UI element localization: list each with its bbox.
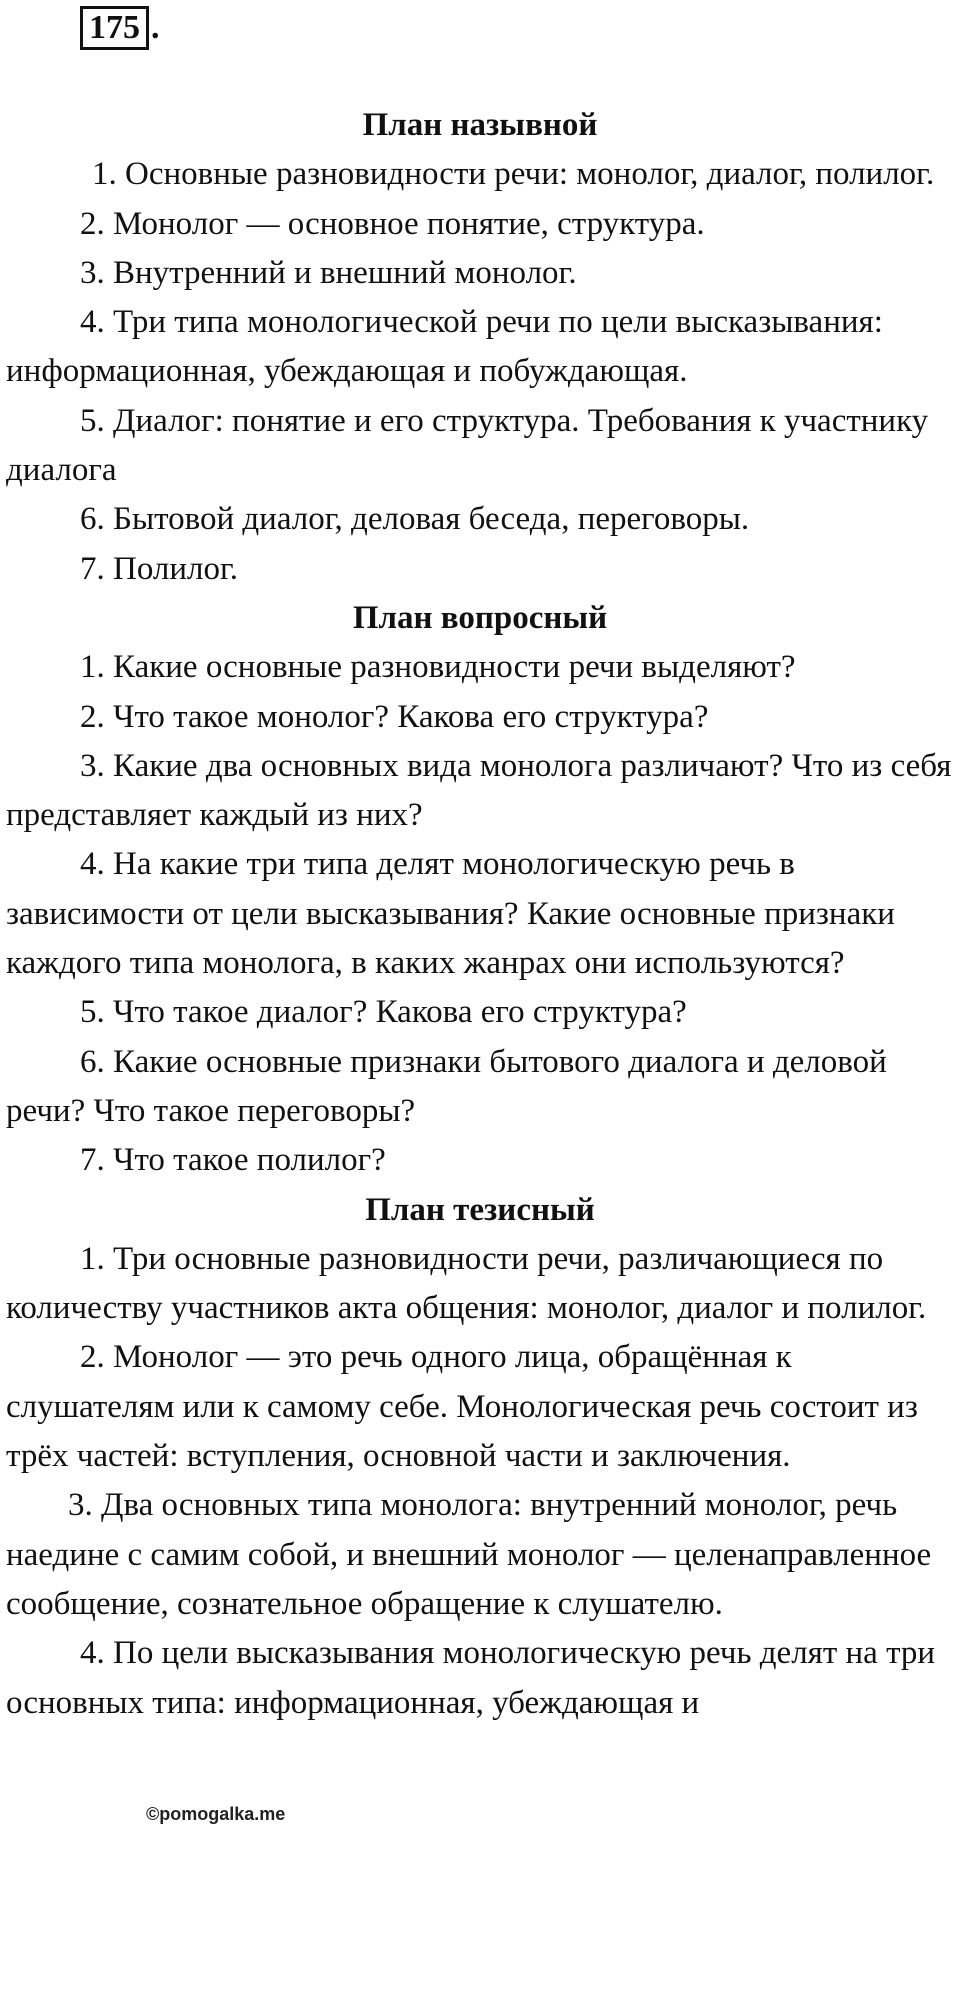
plan-questions-item-7: 7. Что такое полилог? (80, 1142, 386, 1179)
plan-questions-item-4: 4. На какие три типа делят монологическую речь в зависимости от цели высказывания? Какие основные признаки каждого типа монолога, в каких жанрах они используются? (6, 846, 895, 982)
plan-questions-item-3: 3. Какие два основных вида монолога различают? Что из себя представляет каждый из них? (6, 747, 952, 834)
heading-plan-questions: План вопросный (352, 599, 608, 636)
document-body (6, 101, 954, 1728)
task-number (80, 6, 160, 46)
plan-questions-item-6: 6. Какие основные признаки бытового диалога и деловой речи? Что такое переговоры? (6, 1043, 887, 1129)
plan-theses-item-3: 3. Два основных типа монолога: внутренний монолог, речь наедине с самим собой, и внешний монолог — целенаправленное сообщение, сознательное обращение к слушателю. (6, 1487, 932, 1622)
plan-theses-item-4: 4. По цели высказывания монологическую речь делят на три основных типа: информационная, убеждающая и (6, 1635, 936, 1721)
plan-nominal-item-3: 3. Внутренний и внешний монолог. (80, 254, 577, 291)
task-number-box: 175 (80, 6, 149, 50)
heading-plan-nominal: План назывной (362, 107, 598, 143)
task-number-dot: . (151, 9, 160, 46)
plan-nominal-item-2: 2. Монолог — основное понятие, структура. (80, 205, 705, 242)
heading-plan-theses: План тезисный (365, 1191, 595, 1228)
plan-nominal-item-6: 6. Бытовой диалог, деловая беседа, переговоры. (80, 501, 750, 538)
plan-nominal-item-5: 5. Диалог: понятие и его структура. Требования к участнику диалога (6, 402, 929, 489)
plan-theses-item-2: 2. Монолог — это речь одного лица, обращённая к слушателям или к самому себе. Монологическая речь состоит из трёх частей: вступления, основной части и заключения. (6, 1339, 918, 1475)
plan-questions-item-1: 1. Какие основные разновидности речи выделяют? (80, 649, 796, 686)
plan-questions-item-2: 2. Что такое монолог? Какова его структура? (80, 698, 709, 735)
plan-nominal-item-7: 7. Полилог. (80, 550, 239, 587)
plan-nominal-item-1: 1. Основные разновидности речи: монолог, диалог, полилог. (92, 156, 935, 193)
watermark-text: ©pomogalka.me (146, 1804, 286, 1824)
plan-questions-item-5: 5. Что такое диалог? Какова его структура? (80, 994, 687, 1031)
plan-theses-item-1: 1. Три основные разновидности речи, различающиеся по количеству участников акта общения: монолог, диалог и полилог. (6, 1240, 927, 1327)
plan-nominal-item-4: 4. Три типа монологической речи по цели высказывания: информационная, убеждающая и побуждающая. (6, 304, 883, 390)
